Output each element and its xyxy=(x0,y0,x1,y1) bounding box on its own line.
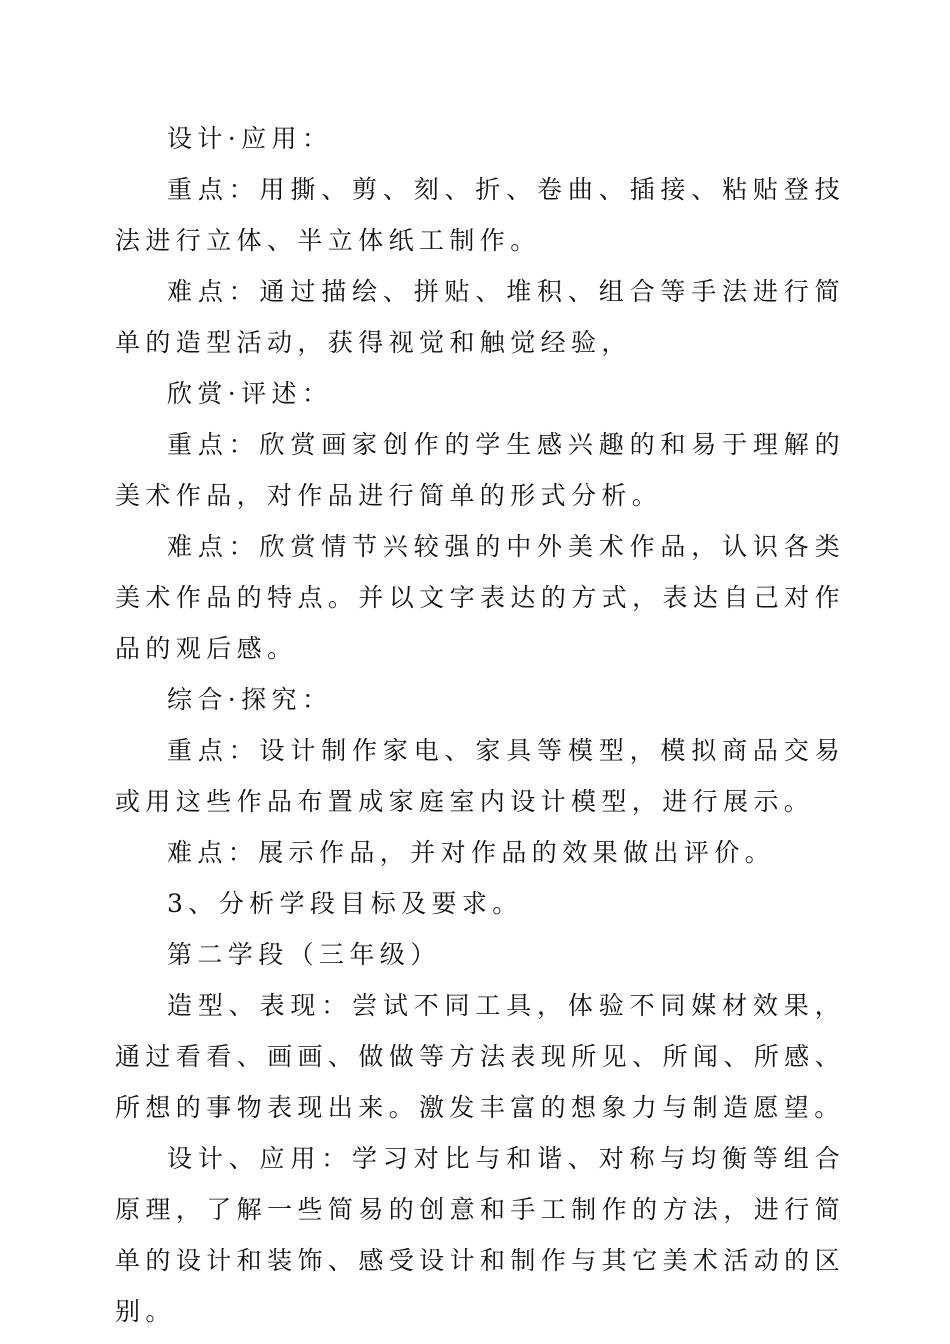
paragraph-key-point: 重点：设计制作家电、家具等模型，模拟商品交易或用这些作品布置成家庭室内设计模型，进行展示。 xyxy=(115,736,845,816)
paragraph-key-point: 重点：欣赏画家创作的学生感兴趣的和易于理解的美术作品，对作品进行简单的形式分析。 xyxy=(115,430,845,510)
stage-heading: 第二学段（三年级） xyxy=(167,940,441,969)
paragraph-difficulty: 难点：通过描绘、拼贴、堆积、组合等手法进行简单的造型活动，获得视觉和触觉经验， xyxy=(115,277,845,357)
numbered-heading: 3、分析学段目标及要求。 xyxy=(167,889,523,918)
paragraph-key-point: 重点：用撕、剪、刻、折、卷曲、插接、粘贴登技法进行立体、半立体纸工制作。 xyxy=(115,175,845,255)
paragraph-difficulty: 难点：展示作品，并对作品的效果做出评价。 xyxy=(167,838,776,867)
section-heading-appreciation-review: 欣赏·评述： xyxy=(167,379,333,408)
section-heading-design-application: 设计·应用： xyxy=(167,124,333,153)
paragraph-difficulty: 难点：欣赏情节兴较强的中外美术作品，认识各类美术作品的特点。并以文字表达的方式，表达自己对作品的观后感。 xyxy=(115,532,845,663)
document-body xyxy=(115,113,845,1337)
paragraph-design-application: 设计、应用：学习对比与和谐、对称与均衡等组合原理，了解一些简易的创意和手工制作的方法，进行简单的设计和装饰、感受设计和制作与其它美术活动的区别。 xyxy=(115,1144,845,1326)
section-heading-synthesis-exploration: 综合·探究： xyxy=(167,685,333,714)
paragraph-modeling-expression: 造型、表现：尝试不同工具，体验不同媒材效果，通过看看、画画、做做等方法表现所见、所闻、所感、所想的事物表现出来。激发丰富的想象力与制造愿望。 xyxy=(115,991,845,1122)
